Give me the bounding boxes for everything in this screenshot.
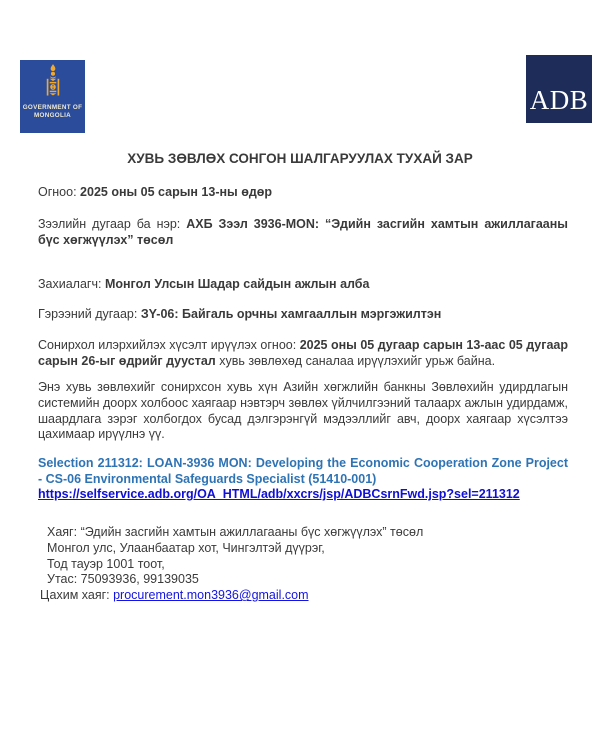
email-link[interactable]: procurement.mon3936@gmail.com [113, 588, 309, 603]
field-contract-number [38, 307, 568, 323]
field-loan-value: АХБ Зээл 3936-MON: “Эдийн засгийн хамтын ажиллагааны бүс хөгжүүлэх” төсөл [38, 217, 568, 247]
address-line-email [38, 588, 568, 604]
soyombo-icon [41, 64, 65, 101]
address-line-building: Тод тауэр 1001 тоот, [47, 556, 165, 571]
field-loan-number [38, 217, 568, 249]
adb-logo [526, 55, 592, 123]
field-date [38, 185, 568, 201]
field-client-label: Захиалагч: [38, 277, 105, 291]
field-date-value: 2025 оны 05 сарын 13-ны өдөр [80, 185, 273, 199]
address-line-phone: Утас: 75093936, 99139035 [47, 572, 199, 587]
field-eoi-tail: хувь зөвлөхөд саналаа ирүүлэхийг урьж байна. [215, 353, 496, 368]
field-contract-label: Гэрээний дугаар: [38, 307, 141, 321]
government-logo-text [23, 104, 83, 120]
adb-logo-text: ADB [529, 85, 589, 115]
selection-url-link[interactable]: https://selfservice.adb.org/OA_HTML/adb/xxcrs/jsp/ADBCsrnFwd.jsp?sel=211312 [38, 487, 520, 501]
field-client-value: Монгол Улсын Шадар сайдын ажлын алба [104, 277, 370, 291]
field-loan-label: Зээлийн дугаар ба нэр: [38, 217, 187, 231]
field-eoi-deadline [38, 338, 568, 370]
field-client [38, 277, 568, 293]
email-label: Цахим хаяг: [40, 588, 114, 603]
field-date-label: Огноо: [38, 185, 81, 199]
page-title: ХУВЬ ЗӨВЛӨХ СОНГОН ШАЛГАРУУЛАХ ТУХАЙ ЗАР [127, 151, 473, 166]
field-contract-value: ЗY-06: Байгаль орчны хамгааллын мэргэжилтэн [140, 307, 442, 321]
selection-link-row [38, 487, 568, 503]
selection-heading: Selection 211312: LOAN-3936 MON: Developing the Economic Cooperation Zone Project - CS-06 Environmental Safeguards Specialist (51410-001) [38, 456, 568, 486]
government-of-mongolia-logo [20, 60, 85, 133]
gov-text-line2: MONGOLIA [33, 112, 72, 119]
field-eoi-value: 2025 оны 05 дугаар сарын 13-аас 05 дугаар сарын 26-ыг өдрийг дуустал [38, 338, 568, 368]
address-block [38, 525, 568, 604]
address-line-city: Монгол улс, Улаанбаатар хот, Чингэлтэй дүүрэг, [47, 540, 325, 555]
address-line-project: Хаяг: “Эдийн засгийн хамтын ажиллагааны бүс хөгжүүлэх” төсөл [47, 525, 424, 539]
instructions-paragraph: Энэ хувь зөвлөхийг сонирхсон хувь хүн Азийн хөгжлийн банкны Зөвлөхийн удирдлагын системийн доорх холбоос хаягаар нэвтэрч зөвлөх үйлчилгээний талаарх ажлын удирдамж, шаардлага зэрэг холбогдох бусад дэлгэрэнгүй мэдээллийг авч, доорх хаягаар хүсэлтээ цахимаар ирүүлнэ үү. [38, 380, 568, 442]
gov-text-line1: GOVERNMENT OF [22, 104, 83, 111]
field-eoi-label: Сонирхол илэрхийлэх хүсэлт ирүүлэх огноо: [38, 338, 300, 352]
